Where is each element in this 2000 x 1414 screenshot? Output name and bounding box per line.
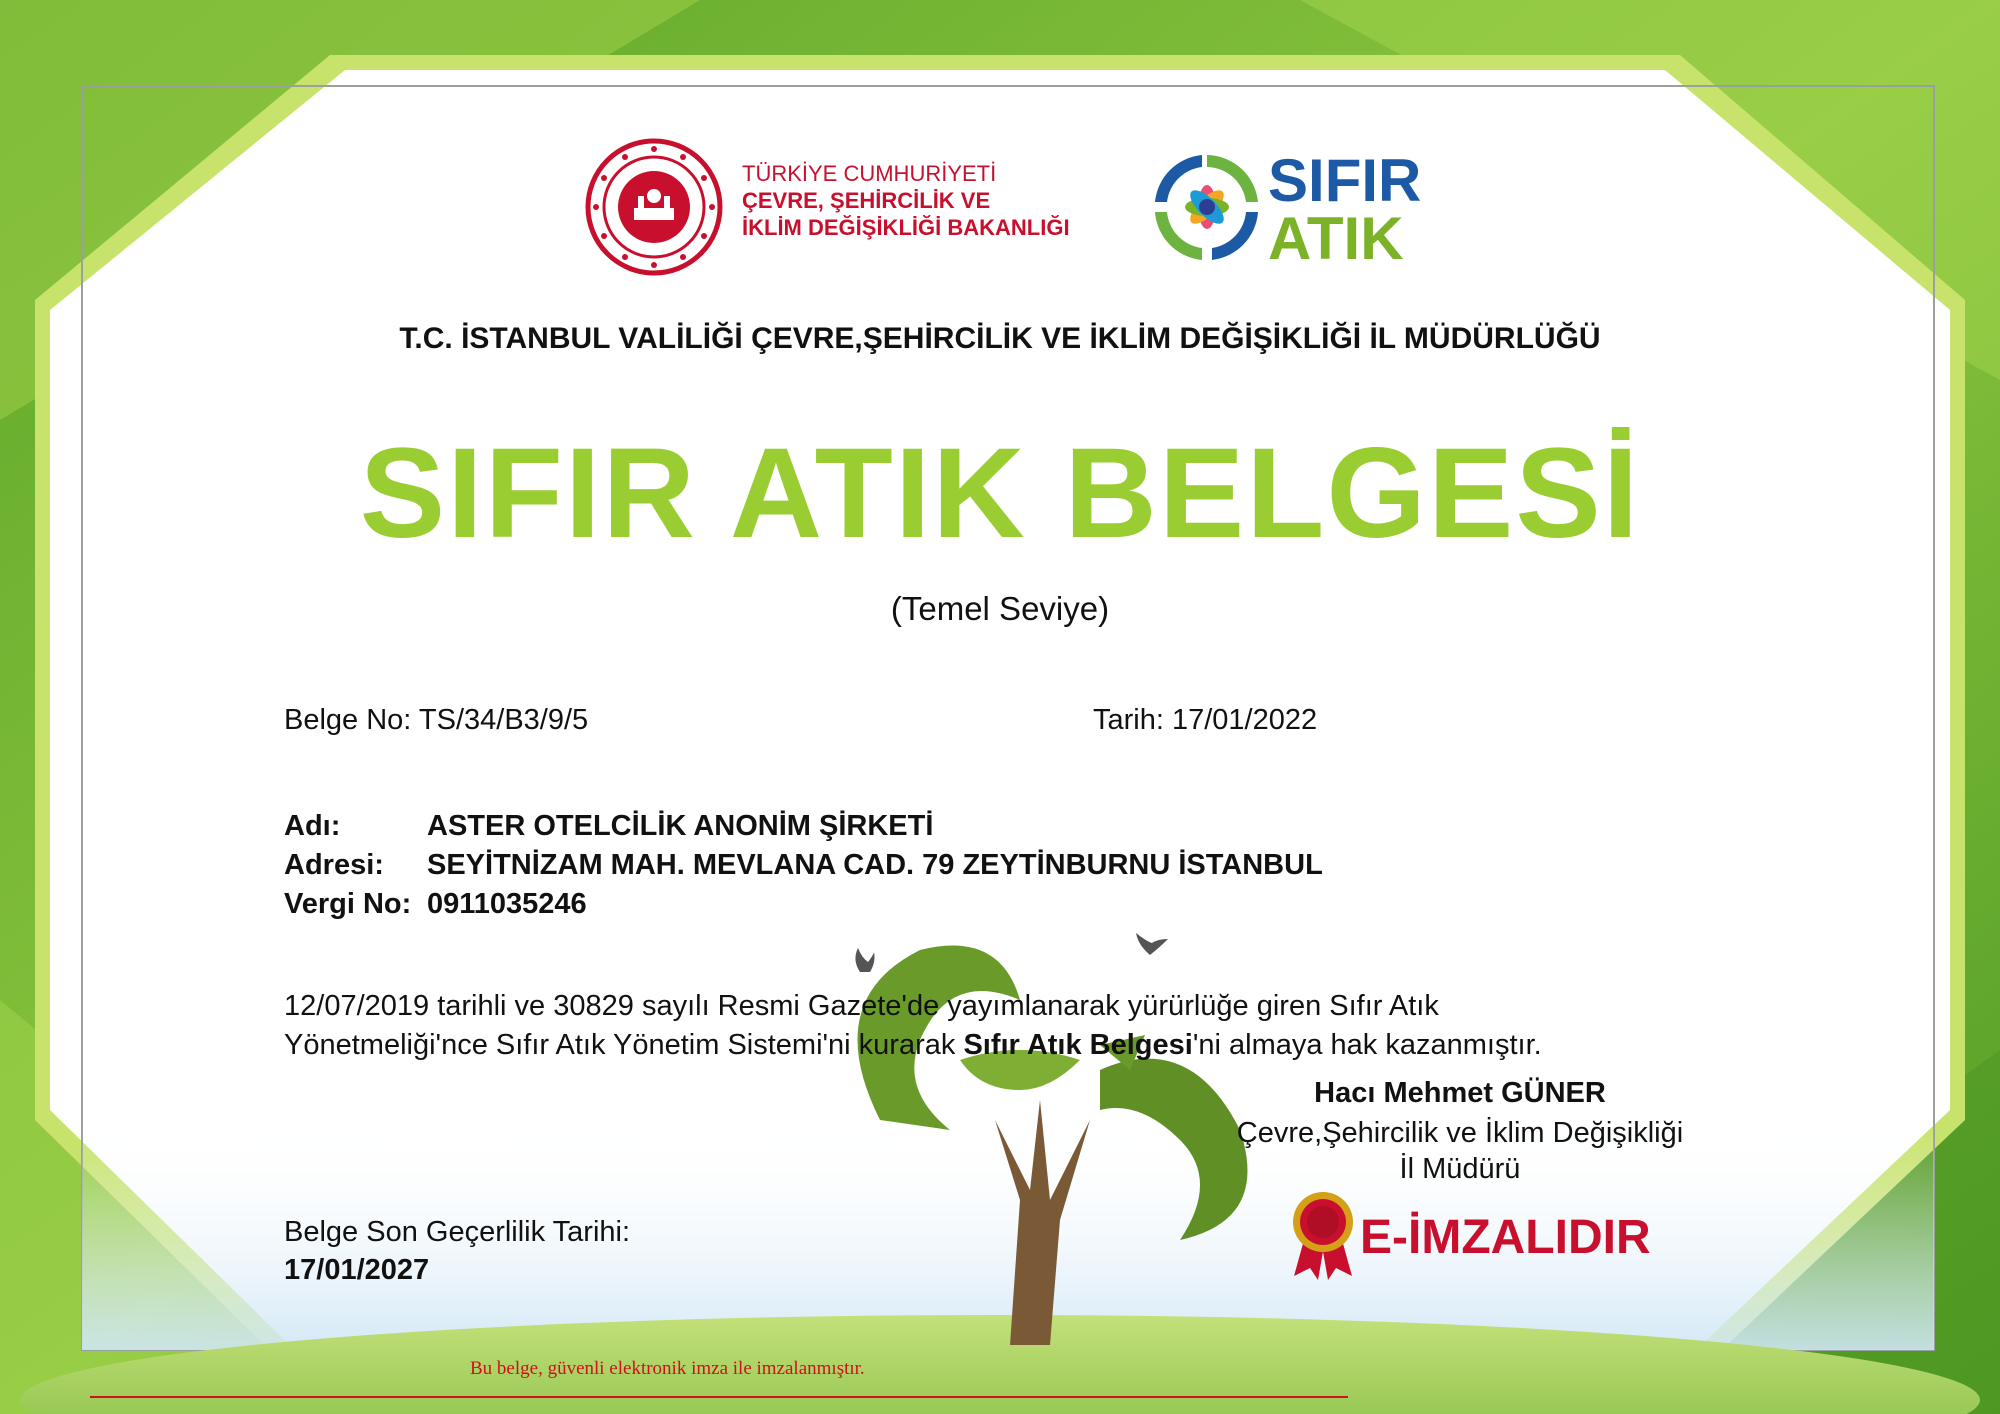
ministry-emblem-icon <box>585 138 723 276</box>
certificate-title: SIFIR ATIK BELGESİ <box>359 422 1641 565</box>
ministry-line-3: İKLİM DEĞİŞİKLİĞİ BAKANLIĞI <box>742 215 1070 240</box>
document-number: Belge No: TS/34/B3/9/5 <box>284 704 589 736</box>
address-label: Adresi: <box>284 849 384 881</box>
holder-name: ASTER OTELCİLİK ANONİM ŞİRKETİ <box>427 810 934 842</box>
footer-divider <box>90 1396 1348 1398</box>
sifir-logo-line-1: SIFIR <box>1268 147 1422 214</box>
validity-date: 17/01/2027 <box>284 1254 430 1286</box>
recycle-flower-icon <box>1150 150 1265 265</box>
issue-date: Tarih: 17/01/2022 <box>1093 704 1318 736</box>
sifir-atik-logo-text <box>1268 147 1422 272</box>
name-label: Adı: <box>284 810 341 842</box>
tax-label: Vergi No: <box>284 888 412 920</box>
signatory-title-2: İl Müdürü <box>1399 1153 1521 1185</box>
signatory-title-1: Çevre,Şehircilik ve İklim Değişikliği <box>1236 1117 1684 1149</box>
issuing-authority: T.C. İSTANBUL VALİLİĞİ ÇEVRE,ŞEHİRCİLİK VE İKLİM DEĞİŞİKLİĞİ İL MÜDÜRLÜĞÜ <box>399 322 1601 355</box>
statement-line-2-post: 'ni almaya hak kazanmıştır. <box>1192 1029 1542 1061</box>
footer-e-signature-note: Bu belge, güvenli elektronik imza ile imzalanmıştır. <box>470 1358 865 1379</box>
statement-line-1: 12/07/2019 tarihli ve 30829 sayılı Resmi Gazete'de yayımlanarak yürürlüğe giren Sıfır Atık <box>284 990 1439 1022</box>
certificate-level: (Temel Seviye) <box>890 590 1110 627</box>
holder-address: SEYİTNİZAM MAH. MEVLANA CAD. 79 ZEYTİNBURNU İSTANBUL <box>427 849 1323 881</box>
ministry-name <box>742 160 1070 241</box>
sifir-logo-line-2: ATIK <box>1268 205 1404 272</box>
statement-line-2-pre: Yönetmeliği'nce Sıfır Atık Yönetim Sistemi'ni kurarak <box>284 1029 964 1061</box>
statement-line-2 <box>284 1026 1704 1065</box>
ministry-line-1: TÜRKİYE CUMHURİYETİ <box>742 161 997 186</box>
tax-number: 0911035246 <box>427 888 587 920</box>
ribbon-seal-icon <box>1290 1190 1356 1280</box>
signatory-name: Hacı Mehmet GÜNER <box>1314 1077 1606 1109</box>
ministry-line-2: ÇEVRE, ŞEHİRCİLİK VE <box>742 188 991 213</box>
e-signed-label: E-İMZALIDIR <box>1360 1211 1651 1264</box>
statement-line-2-bold: Sıfır Atık Belgesi <box>963 1029 1193 1061</box>
validity-label: Belge Son Geçerlilik Tarihi: <box>284 1216 631 1248</box>
certificate-statement <box>284 987 1704 1065</box>
